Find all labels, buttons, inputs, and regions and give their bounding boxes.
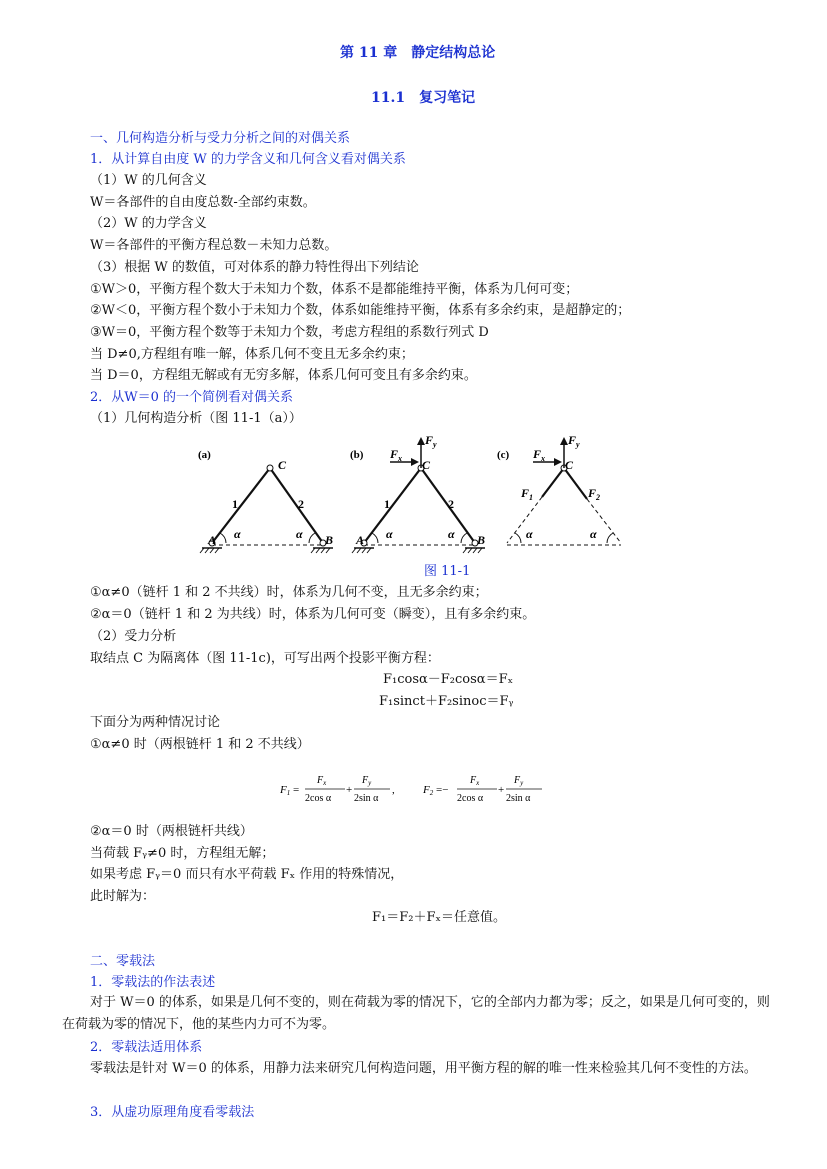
fig-label-c: (c)	[497, 449, 510, 461]
svg-text:Fx: $F_x$	[317, 775, 327, 787]
svg-text:2sin α: 2sin α	[354, 793, 379, 804]
text-line: 当荷载 Fᵧ≠0 时，方程组无解；	[90, 846, 275, 861]
alpha-label: α	[448, 527, 455, 541]
heading-2: 二、零载法	[90, 954, 156, 969]
bar-1-label: 1	[232, 497, 238, 511]
text-line: （3）根据 W 的数值，可对体系的静力特性得出下列结论	[90, 260, 419, 275]
heading-2-1: 1．零载法的作法表述	[90, 975, 216, 990]
node-b-label: B	[325, 533, 334, 547]
text-line: ①α≠0 时（两根链杆 1 和 2 不共线）	[90, 737, 310, 752]
heading-1-1: 1．从计算自由度 W 的力学含义和几何含义看对偶关系	[90, 152, 406, 167]
node-a-label: A	[356, 533, 365, 547]
formula-block	[280, 768, 550, 810]
svg-text:2cos α: 2cos α	[305, 793, 332, 804]
heading-2-3: 3．从虚功原理角度看零载法	[90, 1105, 255, 1120]
alpha-label: α	[386, 527, 393, 541]
f1-label: $F_1$	[521, 486, 534, 502]
alpha-label: α	[590, 527, 597, 541]
fx-label: $F_x$	[533, 447, 546, 463]
node-b-label: B	[477, 533, 486, 547]
alpha-label: α	[234, 527, 241, 541]
fy-label: $F_y$	[568, 433, 580, 449]
f2-label: $F_2$	[588, 486, 601, 502]
paragraph-1: 对于 W＝0 的体系，如果是几何不变的，则在荷载为零的情况下，它的全部内力都为零；反之，如果是几何可变的，则在荷载为零的情况下，他的某些内力可不为零。	[62, 995, 770, 1032]
fig-label-a: (a)	[198, 449, 211, 461]
text-line: （2）受力分析	[90, 629, 177, 644]
text-line: ②W＜0，平衡方程个数小于未知力个数，体系如能维持平衡，体系有多余约束，是超静定的；	[90, 303, 631, 318]
heading-1: 一、几何构造分析与受力分析之间的对偶关系	[90, 131, 351, 146]
text-line: W＝各部件的平衡方程总数－未知力总数。	[90, 238, 338, 253]
figure-11-1	[190, 432, 630, 557]
fy-label: $F_y$	[425, 433, 437, 449]
text-line: ②α＝0 时（两根链杆共线）	[90, 824, 253, 839]
bar-2-label: 2	[298, 497, 304, 511]
alpha-label: α	[296, 527, 303, 541]
svg-text:+: +	[498, 784, 505, 796]
text-line: 此时解为：	[90, 889, 156, 904]
heading-2-2: 2．零载法适用体系	[90, 1040, 203, 1055]
bar-1-label: 1	[384, 497, 390, 511]
bar-2-label: 2	[448, 497, 454, 511]
svg-text:F1 =: F1 =	[280, 784, 300, 797]
section-title: 11.1 复习笔记	[371, 90, 476, 106]
figure-caption: 图 11-1	[424, 564, 471, 579]
text-line: 取结点 C 为隔离体（图 11-1c)，可写出两个投影平衡方程：	[90, 651, 440, 666]
heading-1-2: 2．从W＝0 的一个简例看对偶关系	[90, 390, 294, 405]
node-a-label: A	[208, 533, 217, 547]
equation-1: F₁cosα－F₂cosα＝Fₓ	[383, 672, 514, 687]
node-c-label: C	[278, 458, 287, 472]
text-line: ①α≠0（链杆 1 和 2 不共线）时，体系为几何不变，且无多余约束；	[90, 585, 488, 600]
text-line: （1）W 的几何含义	[90, 173, 207, 188]
text-line: （1）几何构造分析（图 11-1（a））	[90, 411, 302, 426]
text-line: ③W＝0，平衡方程个数等于未知力个数，考虑方程组的系数行列式 D	[90, 325, 489, 340]
text-line: 下面分为两种情况讨论	[90, 715, 221, 730]
fx-label: $F_x$	[390, 447, 403, 463]
fig-label-b: (b)	[350, 449, 364, 461]
svg-text:+: +	[346, 784, 353, 796]
svg-text:Fy: $F_y$	[362, 775, 372, 787]
svg-text:Fx: $F_x$	[470, 775, 480, 787]
text-line: （2）W 的力学含义	[90, 216, 207, 231]
alpha-label: α	[526, 527, 533, 541]
equation-2: F₁sinct＋F₂sinoc＝Fᵧ	[379, 694, 514, 709]
text-line: 如果考虑 Fᵧ＝0 而只有水平荷载 Fₓ 作用的特殊情况，	[90, 867, 404, 882]
text-line: 当 D≠0,方程组有唯一解，体系几何不变且无多余约束；	[90, 347, 414, 362]
svg-text:F2 =−: F2 =−	[423, 784, 449, 797]
paragraph-2: 零载法是针对 W＝0 的体系，用静力法来研究几何构造问题，用平衡方程的解的唯一性来检验其几何不变性的方法。	[90, 1061, 757, 1076]
svg-text:,: ,	[392, 784, 395, 796]
svg-text:Fy: $F_y$	[514, 775, 524, 787]
text-line: W＝各部件的自由度总数-全部约束数。	[90, 195, 316, 210]
equation-3: F₁＝F₂＋Fₓ＝任意值。	[372, 910, 506, 925]
text-line: ①W＞0，平衡方程个数大于未知力个数，体系不是都能维持平衡，体系为几何可变；	[90, 282, 579, 297]
node-c-label: C	[422, 458, 431, 472]
text-line: ②α＝0（链杆 1 和 2 为共线）时，体系为几何可变（瞬变），且有多余约束。	[90, 607, 536, 622]
chapter-title: 第 11 章 静定结构总论	[340, 45, 496, 61]
svg-text:2sin α: 2sin α	[506, 793, 531, 804]
node-c-label: C	[565, 458, 574, 472]
text-line: 当 D＝0，方程组无解或有无穷多解，体系几何可变且有多余约束。	[90, 368, 477, 383]
svg-text:2cos α: 2cos α	[457, 793, 484, 804]
